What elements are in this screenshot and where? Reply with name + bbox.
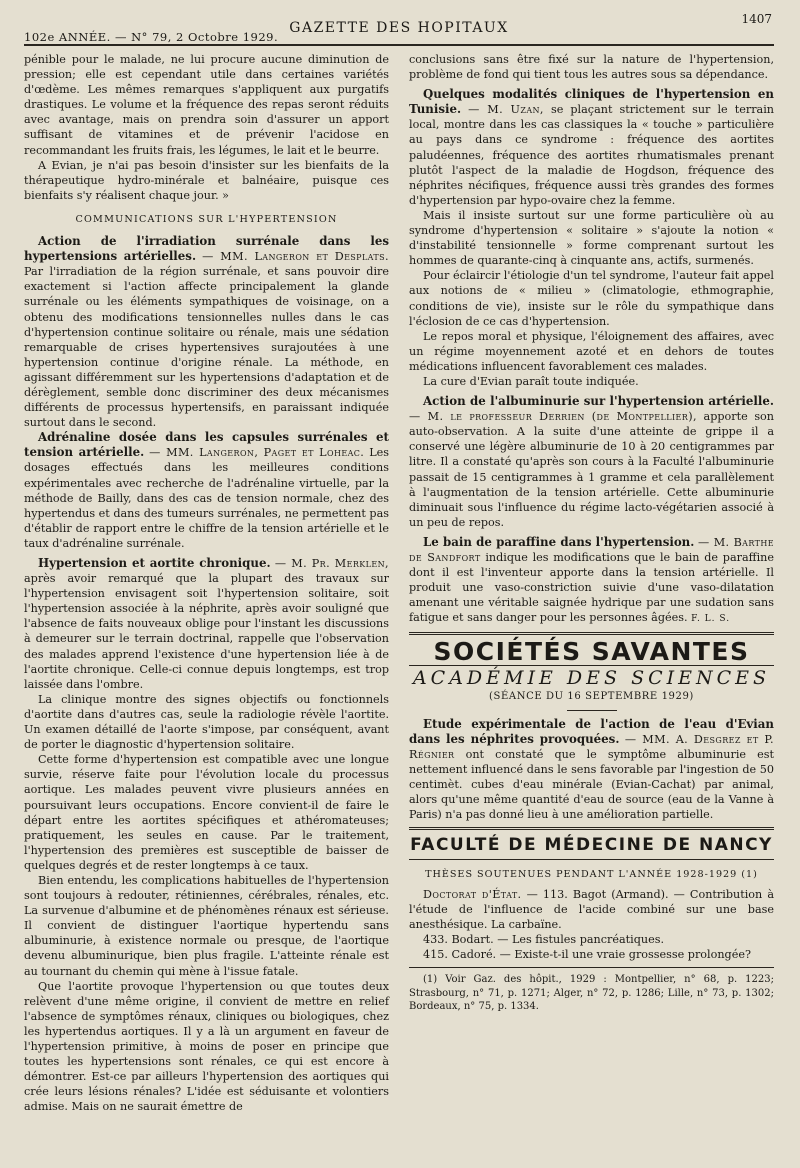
seance-date: (SÉANCE DU 16 SEPTEMBRE 1929) <box>489 690 694 702</box>
academie-heading: ACADÉMIE DES SCIENCES <box>412 666 771 689</box>
article-title: Le bain de paraffine dans l'hypertension. <box>423 534 695 549</box>
paragraph: conclusions sans être fixé sur la nature de l'hypertension, problème de fond qui tient tous les autres sous sa dépendance. <box>409 53 774 82</box>
header-rule <box>24 44 774 46</box>
article-text: apporte son auto-observation. A la suite d'une atteinte de grippe il a conservé une légère albuminurie de 10 à 20 centigrammes par litre. Il a constaté qu'après son cours à la Faculté l'albuminurie passait de 15 centigrammes à 1 gramme et cela parallèlement à l'augmentation de la tension artérielle. Cette albuminurie diminuait sous l'influence du régime lacto-végétarien associé à un peu de repos. <box>409 410 775 529</box>
article-title: Etude expérimentale de l'action de l'eau d'Evian dans les néphrites provoquées. <box>409 716 774 746</box>
article-authors: — MM. A. Desgrez et P. Régnier <box>409 732 775 761</box>
paragraph: Le repos moral et physique, l'éloignement des affaires, avec un régime moyennement azoté et en dehors de toutes médications influencent favorablement ces malades. <box>409 329 774 373</box>
thesis-entry: 433. Bodart. — Les fistules pancréatiques. <box>423 932 665 946</box>
article-authors: — MM. Langeron et Desplats. <box>202 250 389 264</box>
article-authors: — M. Pr. Merklen, <box>274 557 389 570</box>
signature-initials: F. L. S. <box>691 614 731 625</box>
article-text: se plaçant strictement sur le terrain local, montre dans les cas classiques la « touche » particulière au pays dans ce syndrome : fréquence des aortites paludéennes, fréquence des aortites rhumatismales prenant plutôt l'aspect de la maladie de Hogdson, fréquence des néphrites nécifiques, fréquence aussi très grandes des formes d'hypertension par hypo-ovaire chez la femme. <box>409 103 774 207</box>
section-rule <box>409 632 774 635</box>
paragraph: Que l'aortite provoque l'hypertension ou que toutes deux relèvent d'une même origine, il convient de mettre en relief l'absence de symptômes rénaux, cliniques ou biologiques, chez les hypertendus aortiques. Il y a là un argument en faveur de l'hypertension primitive, à moins de poser en principe que toutes les hypertensions sont rénales, ce qui est encore à démontrer. Est-ce par ailleurs l'hypertension des aortiques qui crée leurs lésions rénales? L'idée est séduisante et volontiers admise. Mais on ne saurait émettre de <box>24 979 389 1114</box>
article-authors: — MM. Langeron, Paget et Loheac. <box>149 446 365 460</box>
article-authors: — M. Barthe de Sandfort <box>409 535 774 564</box>
thesis-entry <box>409 887 774 932</box>
section-rule <box>409 827 774 830</box>
running-head <box>24 12 774 42</box>
article-title: Quelques modalités cliniques de l'hypertension en Tunisie. <box>409 87 774 117</box>
article-paragraph <box>24 430 389 551</box>
article-title: Hypertension et aortite chronique. <box>38 556 271 570</box>
article-text: Par l'irradiation de la région surrénale, et sans pouvoir dire exactement si l'action affecte principalement la glande surrénale ou les éléments sympathiques de voisinage, on a obtenu des modifications tensionnelles nulles dans le cas d'hypertension continue solitaire ou rénale, mais une sédation remarquable de crises hypertensives surajoutées à une hypertension continue d'origine rénale. La méthode, en agissant différemment sur les hypertensions d'adaptation et de dérèglement, semble donc discriminer des deux mécanismes différents de processus hypertensifs, en paraissant indiquée surtout dans le second. <box>24 265 389 430</box>
thesis-entry: 415. Cadoré. — Existe-t-il une vraie grossesse prolongée? <box>423 947 751 961</box>
doctorat-label: Doctorat d'État. <box>423 887 522 901</box>
faculte-heading: FACULTÉ DE MÉDECINE DE NANCY <box>410 835 773 856</box>
article-authors: — M. le professeur Derrien (de Montpellier), <box>409 410 697 424</box>
article-paragraph <box>409 394 774 530</box>
paragraph: La clinique montre des signes objectifs ou fonctionnels d'aortite dans d'autres cas, seule la radiologie révèle l'aortite. Un examen détaillé de l'aorte s'impose, par conséquent, avant de porter le diagnostic d'hypertension solitaire. <box>24 692 389 752</box>
paragraph: pénible pour le malade, ne lui procure aucune diminution de pression; elle est cependant utile dans certaines variétés d'œdème. Les mêmes remarques s'appliquent aux purgatifs drastiques. Le volume et la fréquence des repas seront réduits avec avantage, mais on prendra soin d'assurer un apport suffisant de vitamines et de prévenir l'acidose en recommandant les fruits frais, les légumes, le lait et le beurre. <box>24 53 389 157</box>
article-text: après avoir remarqué que la plupart des travaux sur l'hypertension envisagent soit l'hypertension solitaire, soit l'hypertension associée à la néphrite, après avoir souligné que l'absence de faits nouveaux oblige pour l'instant les discussions à demeurer sur le terrain doctrinal, rappelle que l'observation des malades apprend l'existence d'une hypertension liée à de l'aortite chronique. Celle-ci connue depuis longtemps, est trop laissée dans l'ombre. <box>24 572 389 691</box>
article-paragraph <box>24 556 389 692</box>
footnote-rule <box>409 967 774 968</box>
short-rule <box>567 710 617 711</box>
article-title: Action de l'irradiation surrénale dans les hypertensions artérielles. <box>24 234 389 264</box>
paragraph: Pour éclaircir l'étiologie d'un tel syndrome, l'auteur fait appel aux notions de « milieu » (climatologie, ethmographie, conditions de vie), insiste sur le rôle du sympathique dans l'éclosion de ce cas d'hypertension. <box>409 269 774 328</box>
left-column <box>24 52 389 1114</box>
thesis-text: — 113. Bagot (Armand). — Contribution à l'étude de l'influence de l'acide combiné sur une base anesthésique. La carbaïne. <box>409 887 774 931</box>
paragraph: Mais il insiste surtout sur une forme particulière où au syndrome d'hypertension « solitaire » s'ajoute la notion « d'instabilité tensionnelle » forme comprenant surtout les hommes de quarante-cinq à cinquante ans, actifs, surmenés. <box>409 208 774 268</box>
footnote: (1) Voir Gaz. des hôpit., 1929 : Montpellier, n° 68, p. 1223; Strasbourg, n° 71, p. 1271; Alger, n° 72, p. 1286; Lille, n° 73, p. 1302; Bordeaux, n° 75, p. 1334. <box>409 974 774 1013</box>
paragraph: Cette forme d'hypertension est compatible avec une longue survie, réserve faite pour l'évolution locale du processus aortique. Les malades peuvent vivre plusieurs années en poursuivant leurs occupations. Encore convient-il de faire le départ entre les aortites spécifiques et athéromateuses; pratiquement, les seules en cause. Par le traitement, l'hypertension des premières est susceptible de baisser de quelques degrés et de rester longtemps à ce taux. <box>24 753 389 872</box>
paragraph: La cure d'Evian paraît toute indiquée. <box>423 374 639 388</box>
article-text: ont constaté que le symptôme albuminurie est nettement influencé dans le sens favorable par l'ingestion de 50 centimèt. cubes d'eau minérale (Evian-Cachat) par animal, alors qu'une même quantité d'eau de source (eau de la Vanne à Paris) n'a pas donné lieu à une amélioration partielle. <box>409 747 774 822</box>
paragraph: Bien entendu, les complications habituelles de l'hypertension sont toujours à redouter, rétiniennes, cérébrales, rénales, etc. La survenue d'albumine et de phénomènes rénaux est sérieuse. Il convient de distinguer l'aortique hypertendu sans albuminurie, à existence normale ou presque, de l'aortique devenu albuminurique, bien plus fragile. L'atteinte rénale est au tournant du chemin qui mène à l'issue fatale. <box>24 873 389 978</box>
article-text: indique les modifications que le bain de paraffine dont il est l'inventeur apporte dans la tension artérielle. Il produit une vaso-constriction suivie d'une vaso-dilatation amenant une véritable saignée hydrique par une sudation sans fatigue et sans danger pour les personnes âgées. <box>409 551 774 625</box>
section-heading: COMMUNICATIONS SUR L'HYPERTENSION <box>75 213 338 225</box>
societes-heading: SOCIÉTÉS SAVANTES <box>433 637 750 667</box>
article-paragraph <box>24 234 389 430</box>
article-text: Les dosages effectués dans les meilleures conditions expérimentales avec recherche de l'adrénaline virtuelle, par la méthode de Bailly, dans des cas de tension normale, chez des hypertendus et dans des tumeurs surrénales, ne permettent pas d'établir de rapport entre le chiffre de la tension artérielle et le taux d'adrénaline surrénale. <box>24 446 389 550</box>
article-paragraph <box>409 535 774 628</box>
article-title: Adrénaline dosée dans les capsules surrénales et tension artérielle. <box>24 430 389 460</box>
article-title: Action de l'albuminurie sur l'hypertension artérielle. <box>423 394 774 409</box>
right-column <box>409 52 774 1114</box>
page-number: 1407 <box>741 12 772 26</box>
article-authors: — M. Uzan, <box>468 103 544 117</box>
article-paragraph <box>409 717 774 823</box>
paragraph: A Evian, je n'ai pas besoin d'insister sur les bienfaits de la thérapeutique hydro-minérale et balnéaire, puisque ces bienfaits s'y réalisent chaque jour. » <box>24 158 389 202</box>
article-paragraph <box>409 87 774 208</box>
journal-title: GAZETTE DES HOPITAUX <box>289 20 509 36</box>
section-rule <box>409 859 774 860</box>
theses-heading: THÈSES SOUTENUES PENDANT L'ANNÉE 1928-1929 (1) <box>425 868 758 880</box>
issue-line: 102e ANNÉE. — N° 79, 2 Octobre 1929. <box>24 30 279 44</box>
